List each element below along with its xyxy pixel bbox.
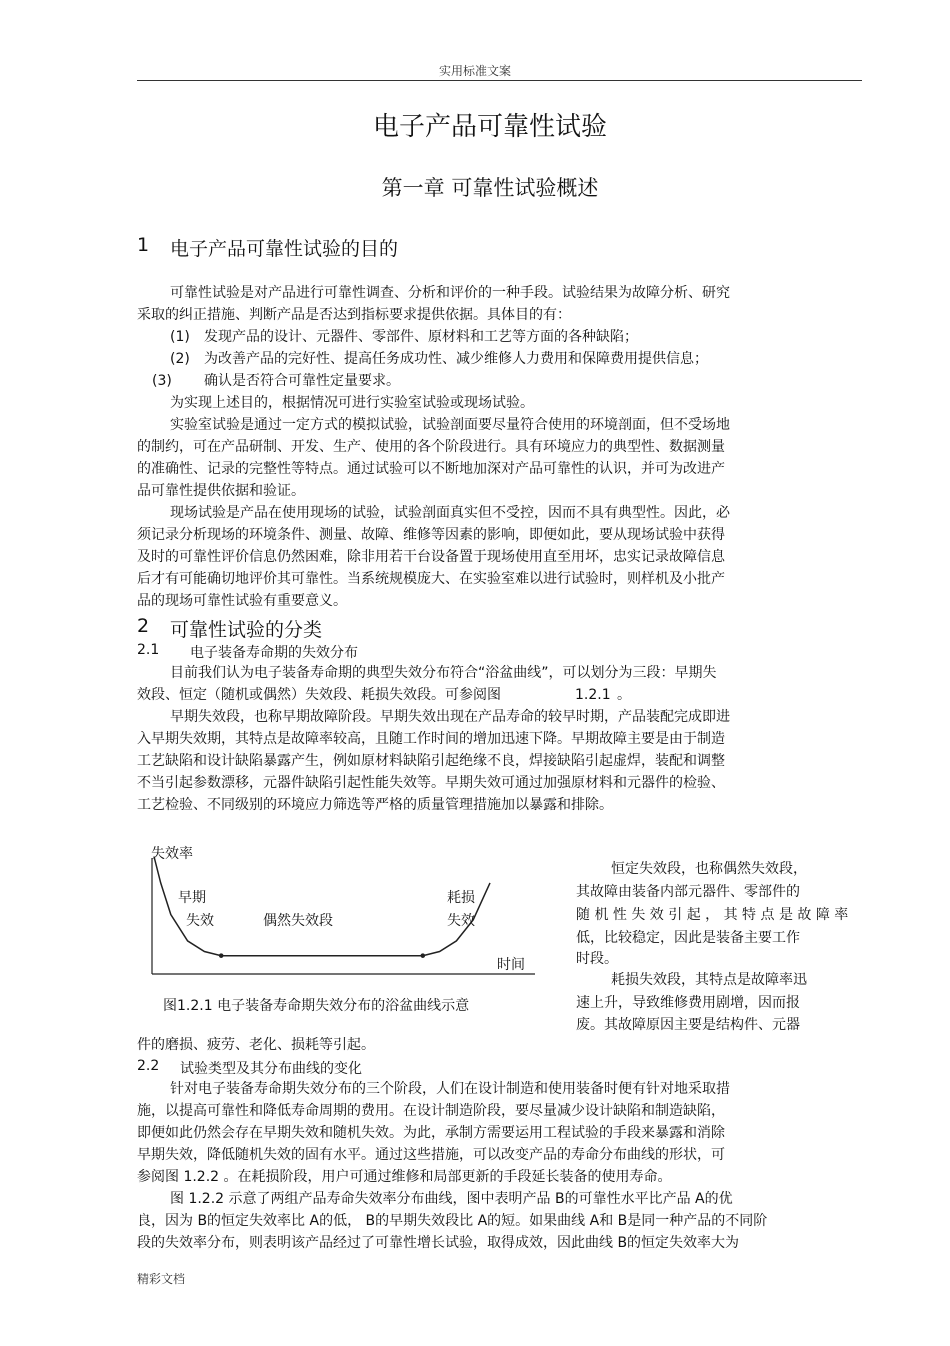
boundary-point-wearout — [421, 953, 426, 958]
paragraph-line: 为实现上述目的，根据情况可进行实验室试验或现场试验。 — [170, 395, 534, 411]
document-title: 电子产品可靠性试验 — [372, 112, 607, 142]
list-item-text: 为改善产品的完好性、提高任务成功性、减少维修人力费用和保障费用提供信息； — [204, 351, 708, 367]
side-text-line: 耗损失效段，其特点是故障率迅 — [611, 972, 807, 988]
x-axis-label: 时间 — [497, 957, 525, 973]
paragraph-line: 入早期失效期，其特点是故障率较高，且随工作时间的增加迅速下降。早期故障主要是由于制造 — [137, 731, 725, 747]
paragraph-line: 早期失效段，也称早期故障阶段。早期失效出现在产品寿命的较早时期，产品装配完成即进 — [170, 709, 730, 725]
paragraph-line: 针对电子装备寿命期失效分布的三个阶段，人们在设计制造和使用装备时便有针对地采取措 — [170, 1081, 730, 1097]
paragraph-line: 。 — [617, 687, 631, 703]
list-item-text: 发现产品的设计、元器件、零部件、原材料和工艺等方面的各种缺陷； — [204, 329, 638, 345]
list-item-number: (1) — [170, 329, 190, 345]
y-axis-label: 失效率 — [151, 846, 193, 862]
subsection-2-2-title: 试验类型及其分布曲线的变化 — [180, 1061, 362, 1077]
section-2-title: 可靠性试验的分类 — [170, 619, 323, 641]
side-text-line: 随 机 性 失 效 引 起 ， 其 特 点 是 故 障 率 — [576, 907, 849, 923]
paragraph-line: 良，因为 B的恒定失效率比 A的低， B的早期失效段比 A的短。如果曲线 A和 B是同一种产品的不同阶 — [137, 1213, 768, 1229]
subsection-2-1-number: 2.1 — [137, 642, 160, 658]
paragraph-line: 效段、恒定（随机或偶然）失效段、耗损失效段。可参阅图 — [137, 687, 501, 703]
paragraph-line: 可靠性试验是对产品进行可靠性调查、分析和评价的一种手段。试验结果为故障分析、研究 — [170, 285, 730, 301]
paragraph-line: 段的失效率分布，则表明该产品经过了可靠性增长试验，取得成效，因此曲线 B的恒定失效率大为 — [137, 1235, 740, 1251]
side-text-line: 恒定失效段，也称偶然失效段， — [611, 861, 807, 877]
side-text-line: 速上升，导致维修费用剧增，因而报 — [576, 995, 800, 1011]
section-1-title: 电子产品可靠性试验的目的 — [170, 238, 399, 260]
paragraph-line: 图 1.2.2 示意了两组产品寿命失效率分布曲线，图中表明产品 B的可靠性水平比产品 A的优 — [170, 1191, 733, 1207]
annotation-wearout-1: 耗损 — [447, 890, 475, 906]
paragraph-line: 后才有可能确切地评价其可靠性。当系统规模庞大、在实验室难以进行试验时，则样机及小批产 — [137, 571, 725, 587]
paragraph-line: 品的现场可靠性试验有重要意义。 — [137, 593, 347, 609]
paragraph-line: 的准确性、记录的完整性等特点。通过试验可以不断地加深对产品可靠性的认识，并可为改进产 — [137, 461, 725, 477]
annotation-wearout-2: 失效 — [447, 913, 475, 929]
paragraph-line: 不当引起参数漂移，元器件缺陷引起性能失效等。早期失效可通过加强原材料和元器件的检验、 — [137, 775, 725, 791]
paragraph-line: 及时的可靠性评价信息仍然困难，除非用若干台设备置于现场使用直至用坏，忠实记录故障信息 — [137, 549, 725, 565]
annotation-early-2: 失效 — [186, 913, 214, 929]
figure-reference: 1.2.1 — [575, 687, 611, 703]
side-text-line: 时段。 — [576, 951, 618, 967]
paragraph-line: 现场试验是产品在使用现场的试验，试验剖面真实但不受控，因而不具有典型性。因此，必 — [170, 505, 730, 521]
chapter-title: 第一章 可靠性试验概述 — [381, 176, 599, 200]
page-footer: 精彩文档 — [137, 1272, 186, 1286]
list-item-text: 确认是否符合可靠性定量要求。 — [204, 373, 400, 389]
paragraph-line: 参阅图 1.2.2 。在耗损阶段，用户可通过维修和局部更新的手段延长装备的使用寿命。 — [137, 1169, 672, 1185]
paragraph-line: 即便如此仍然会存在早期失效和随机失效。为此，承制方需要运用工程试验的手段来暴露和消除 — [137, 1125, 725, 1141]
side-text-line: 其故障由装备内部元器件、零部件的 — [576, 884, 800, 900]
side-text-line: 低，比较稳定，因此是装备主要工作 — [576, 930, 800, 946]
list-item-number: (3) — [152, 373, 172, 389]
paragraph-line: 的制约，可在产品研制、开发、生产、使用的各个阶段进行。具有环境应力的典型性、数据测量 — [137, 439, 725, 455]
paragraph-line: 采取的纠正措施、判断产品是否达到指标要求提供依据。具体目的有： — [137, 307, 571, 323]
boundary-point-early — [219, 953, 224, 958]
annotation-early-1: 早期 — [178, 890, 206, 906]
page-header: 实用标准文案 — [438, 64, 511, 78]
annotation-constant: 偶然失效段 — [263, 913, 333, 929]
subsection-2-2-number: 2.2 — [137, 1058, 160, 1074]
side-text-line: 废。其故障原因主要是结构件、元器 — [576, 1017, 800, 1033]
paragraph-line: 工艺缺陷和设计缺陷暴露产生，例如原材料缺陷引起绝缘不良，焊接缺陷引起虚焊，装配和调整 — [137, 753, 725, 769]
figure-caption: 图1.2.1 电子装备寿命期失效分布的浴盆曲线示意 — [163, 998, 470, 1014]
paragraph-line: 实验室试验是通过一定方式的模拟试验，试验剖面要尽量符合使用的环境剖面，但不受场地 — [170, 417, 730, 433]
header-rule — [137, 80, 862, 81]
paragraph-line: 目前我们认为电子装备寿命期的典型失效分布符合“浴盆曲线”，可以划分为三段：早期失 — [170, 665, 717, 681]
subsection-2-1-title: 电子装备寿命期的失效分布 — [190, 645, 358, 661]
paragraph-line: 须记录分析现场的环境条件、测量、故障、维修等因素的影响，即便如此，要从现场试验中获得 — [137, 527, 725, 543]
section-2-number: 2 — [137, 615, 150, 637]
paragraph-line: 件的磨损、疲劳、老化、损耗等引起。 — [137, 1037, 375, 1053]
list-item-number: (2) — [170, 351, 190, 367]
paragraph-line: 品可靠性提供依据和验证。 — [137, 483, 305, 499]
paragraph-line: 施，以提高可靠性和降低寿命周期的费用。在设计制造阶段，要尽量减少设计缺陷和制造缺陷， — [137, 1103, 725, 1119]
paragraph-line: 早期失效，降低随机失效的固有水平。通过这些措施，可以改变产品的寿命分布曲线的形状，可 — [137, 1147, 725, 1163]
paragraph-line: 工艺检验、不同级别的环境应力筛选等严格的质量管理措施加以暴露和排除。 — [137, 797, 613, 813]
section-1-number: 1 — [137, 234, 150, 256]
